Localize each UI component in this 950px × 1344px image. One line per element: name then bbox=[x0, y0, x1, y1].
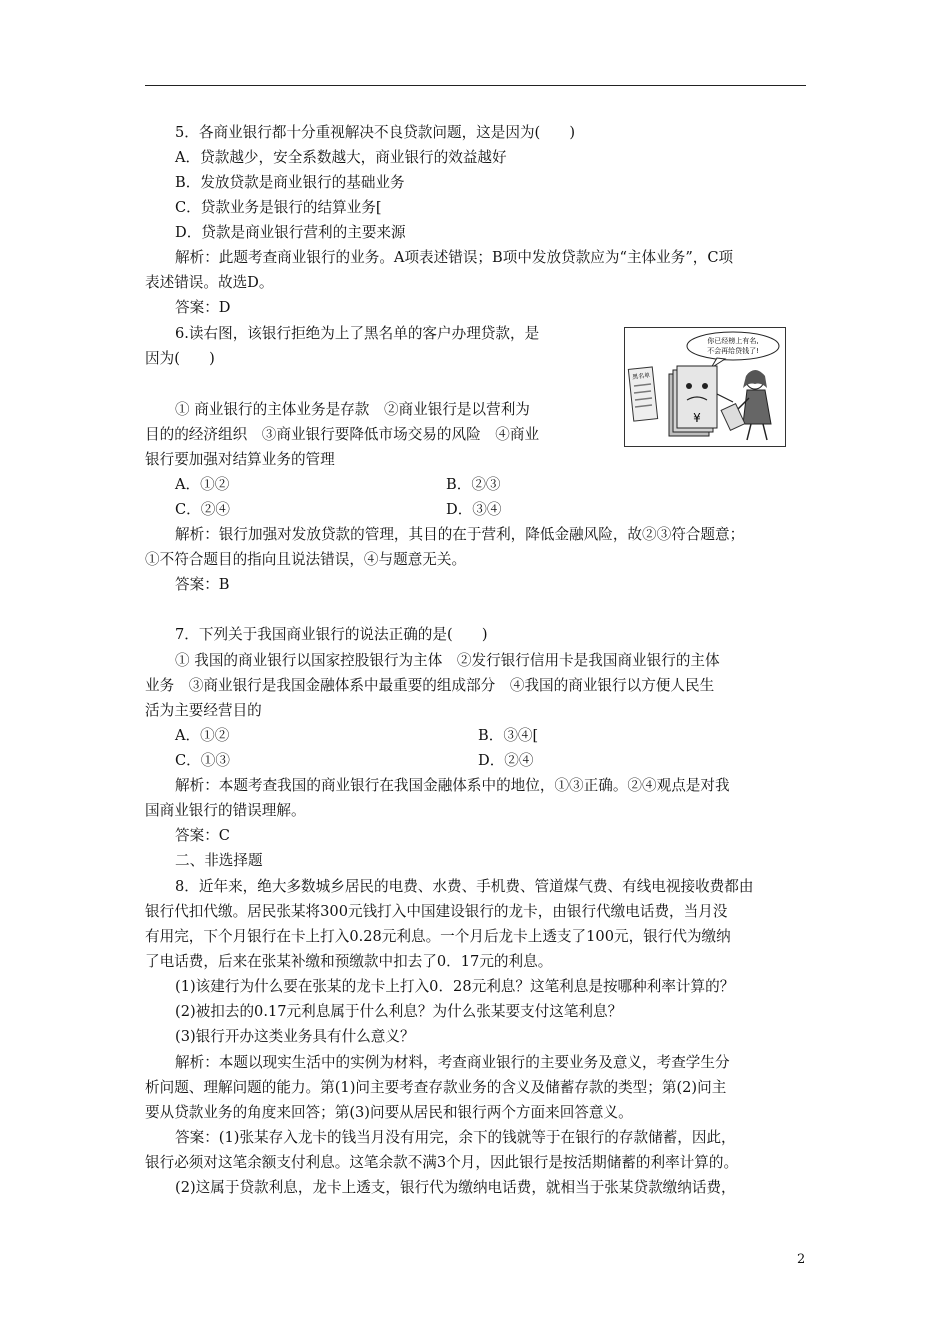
q5-stem: 5．各商业银行都十分重视解决不良贷款问题，这是因为( ) bbox=[175, 124, 576, 141]
q5-option-b: B．发放贷款是商业银行的基础业务 bbox=[175, 174, 405, 191]
cartoon-bubble-line1: 你已经榜上有名, bbox=[707, 337, 759, 345]
page-number: 2 bbox=[797, 1252, 806, 1267]
q6-option-c: C．②④ bbox=[175, 501, 230, 518]
q7-explanation-line2: 国商业银行的错误理解。 bbox=[145, 802, 306, 819]
q6-option-b: B．②③ bbox=[446, 476, 501, 493]
q8-subquestion-3: (3)银行开办这类业务具有什么意义？ bbox=[175, 1028, 415, 1045]
q7-statement-line2: 业务 ③商业银行是我国金融体系中最重要的组成部分 ④我国的商业银行以方便人民生 bbox=[145, 677, 715, 694]
q8-material-line3: 有用完，下个月银行在卡上打入0.28元利息。一个月后龙卡上透支了100元，银行代为缴纳 bbox=[145, 928, 731, 945]
cartoon-blacklist-label: 黑名单 bbox=[631, 372, 651, 382]
q8-answer-line1: 答案：(1)张某存入龙卡的钱当月没有用完，余下的钱就等于在银行的存款储蓄，因此， bbox=[175, 1129, 736, 1146]
q6-explanation-line2: ①不符合题目的指向且说法错误，④与题意无关。 bbox=[145, 551, 467, 568]
bank-cartoon-image bbox=[624, 327, 786, 447]
q8-subquestion-1: (1)该建行为什么要在张某的龙卡上打入0．28元利息？这笔利息是按哪种利率计算的？ bbox=[175, 978, 735, 995]
q5-option-a: A．贷款越少，安全系数越大，商业银行的效益越好 bbox=[175, 149, 507, 166]
q6-explanation-line1: 解析：银行加强对发放贷款的管理，其目的在于营利，降低金融风险，故②③符合题意； bbox=[175, 526, 745, 543]
q8-explanation-line3: 要从贷款业务的角度来回答；第(3)问要从居民和银行两个方面来回答意义。 bbox=[145, 1104, 633, 1121]
q8-answer-line3: (2)这属于贷款利息，龙卡上透支，银行代为缴纳电话费，就相当于张某贷款缴纳话费， bbox=[175, 1179, 736, 1196]
q8-explanation-line2: 析问题、理解问题的能力。第(1)问主要考查存款业务的含义及储蓄存款的类型；第(2)问主 bbox=[145, 1079, 727, 1096]
q8-material-line2: 银行代扣代缴。居民张某将300元钱打入中国建设银行的龙卡，由银行代缴电话费，当月没 bbox=[145, 903, 728, 920]
q7-statement-line1: ① 我国的商业银行以国家控股银行为主体 ②发行银行信用卡是我国商业银行的主体 bbox=[175, 652, 720, 669]
q6-stem-line1: 6.读右图，该银行拒绝为上了黑名单的客户办理贷款，是 bbox=[175, 325, 540, 342]
q6-statement-line1: ① 商业银行的主体业务是存款 ②商业银行是以营利为 bbox=[175, 401, 530, 418]
q6-answer: 答案：B bbox=[175, 576, 230, 593]
q8-explanation-line1: 解析：本题以现实生活中的实例为材料，考查商业银行的主要业务及意义，考查学生分 bbox=[175, 1054, 730, 1071]
q5-explanation-line1: 解析：此题考查商业银行的业务。A项表述错误；B项中发放贷款应为“主体业务”，C项 bbox=[175, 249, 734, 266]
q7-option-c: C．①③ bbox=[175, 752, 230, 769]
q7-option-b: B．③④[ bbox=[478, 727, 539, 744]
q6-option-d: D．③④ bbox=[446, 501, 502, 518]
q7-answer: 答案：C bbox=[175, 827, 230, 844]
cartoon-yen-sign: ¥ bbox=[693, 411, 701, 425]
q6-stem-line2: 因为( ) bbox=[145, 350, 215, 367]
q7-option-a: A．①② bbox=[175, 727, 230, 744]
q8-subquestion-2: (2)被扣去的0.17元利息属于什么利息？为什么张某要支付这笔利息？ bbox=[175, 1003, 623, 1020]
q8-answer-line2: 银行必须对这笔余额支付利息。这笔余款不满3个月，因此银行是按活期储蓄的利率计算的。 bbox=[145, 1154, 739, 1171]
q7-stem: 7．下列关于我国商业银行的说法正确的是( ) bbox=[175, 626, 488, 643]
q5-explanation-line2: 表述错误。故选D。 bbox=[145, 274, 274, 291]
q7-option-d: D．②④ bbox=[478, 752, 534, 769]
q5-answer: 答案：D bbox=[175, 299, 231, 316]
section-heading-non-choice: 二、非选择题 bbox=[175, 852, 263, 869]
header-rule bbox=[145, 85, 806, 86]
q8-material-line1: 8．近年来，绝大多数城乡居民的电费、水费、手机费、管道煤气费、有线电视接收费都由 bbox=[175, 878, 754, 895]
cartoon-bubble-line2: 不会再给贷钱了! bbox=[707, 347, 759, 355]
q5-option-c: C．贷款业务是银行的结算业务[ bbox=[175, 199, 382, 216]
q5-option-d: D．贷款是商业银行营利的主要来源 bbox=[175, 224, 406, 241]
q8-material-line4: 了电话费，后来在张某补缴和预缴款中扣去了0．17元的利息。 bbox=[145, 953, 553, 970]
q7-statement-line3: 活为主要经营目的 bbox=[145, 702, 262, 719]
q6-option-a: A．①② bbox=[175, 476, 230, 493]
q6-statement-line2: 目的的经济组织 ③商业银行要降低市场交易的风险 ④商业 bbox=[145, 426, 540, 443]
q7-explanation-line1: 解析：本题考查我国的商业银行在我国金融体系中的地位，①③正确。②④观点是对我 bbox=[175, 777, 730, 794]
q6-statement-line3: 银行要加强对结算业务的管理 bbox=[145, 451, 335, 468]
